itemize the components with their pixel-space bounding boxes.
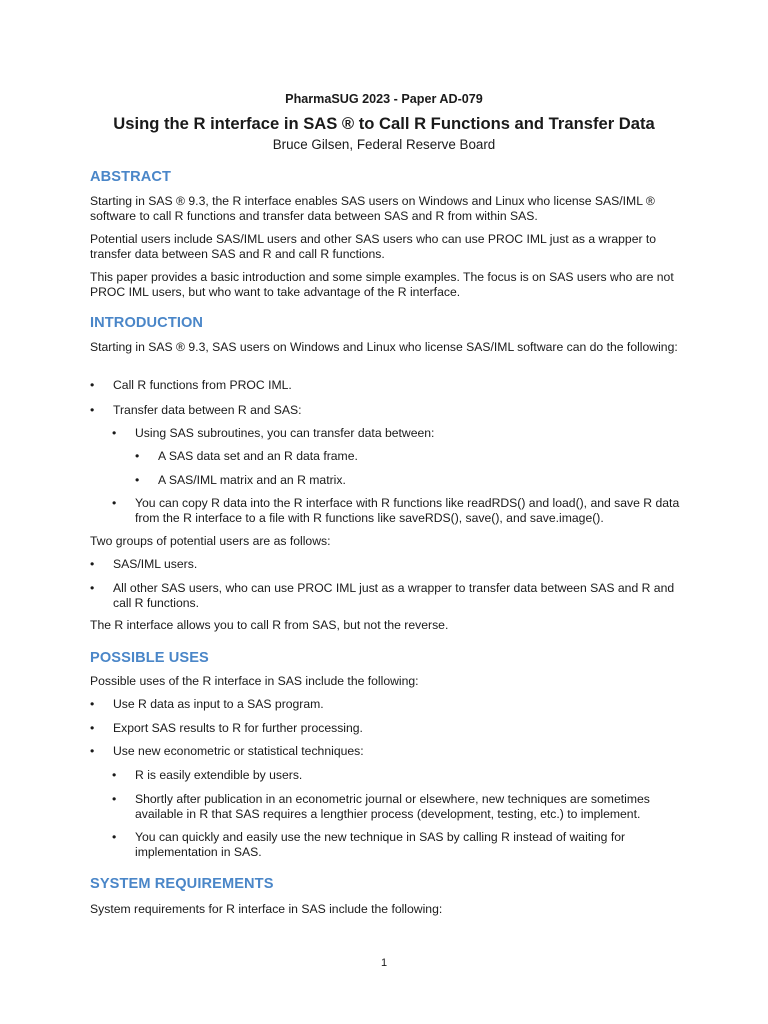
page-number: 1 [380, 957, 388, 969]
bullet-icon: • [90, 581, 95, 595]
abstract-heading: ABSTRACT [90, 169, 172, 185]
bullet-icon: • [90, 721, 95, 735]
paper-title: Using the R interface in SAS ® to Call R Functions and Transfer Data [113, 114, 655, 133]
abstract-paragraph: Starting in SAS ® 9.3, the R interface enables SAS users on Windows and Linux who license SAS/IML ® software to call R functions and transfer data between SAS and R from within SAS. [90, 194, 655, 223]
list-item-text: Use R data as input to a SAS program. [113, 697, 324, 711]
abstract-paragraph: This paper provides a basic introduction and some simple examples. The focus is on SAS users who are not PROC IML users, but who want to take advantage of the R interface. [90, 270, 674, 299]
introduction-heading: INTRODUCTION [90, 315, 204, 331]
possible-uses-heading: POSSIBLE USES [90, 650, 209, 666]
bullet-icon: • [135, 473, 140, 487]
system-requirements-paragraph: System requirements for R interface in SAS include the following: [90, 902, 443, 916]
bullet-icon: • [90, 557, 95, 571]
introduction-paragraph: Two groups of potential users are as follows: [90, 534, 331, 548]
introduction-paragraph: Starting in SAS ® 9.3, SAS users on Windows and Linux who license SAS/IML software can do the following: [90, 340, 678, 354]
author-line: Bruce Gilsen, Federal Reserve Board [272, 137, 496, 152]
bullet-icon: • [90, 378, 95, 392]
bullet-icon: • [112, 830, 117, 844]
abstract-paragraph: Potential users include SAS/IML users and other SAS users who can use PROC IML just as a wrapper to transfer data between SAS and R and call R functions. [90, 232, 657, 261]
bullet-icon: • [112, 426, 117, 440]
list-item-text: SAS/IML users. [113, 557, 198, 571]
list-item-text: A SAS data set and an R data frame. [158, 449, 358, 463]
introduction-paragraph: The R interface allows you to call R from SAS, but not the reverse. [90, 618, 449, 632]
bullet-icon: • [135, 449, 140, 463]
list-item-text: Export SAS results to R for further processing. [113, 721, 363, 735]
list-item-text: Using SAS subroutines, you can transfer data between: [135, 426, 435, 440]
conference-line: PharmaSUG 2023 - Paper AD-079 [285, 92, 483, 106]
list-item-text: Shortly after publication in an econometric journal or elsewhere, new techniques are sometimes available in R that SAS requires a lengthier process (development, testing, etc.) to implement. [135, 792, 650, 821]
list-item-text: Call R functions from PROC IML. [113, 378, 292, 392]
list-item-text: All other SAS users, who can use PROC IML just as a wrapper to transfer data between SAS and R and call R functions. [113, 581, 675, 610]
bullet-icon: • [90, 744, 95, 758]
bullet-icon: • [112, 792, 117, 806]
bullet-icon: • [90, 697, 95, 711]
possible-uses-paragraph: Possible uses of the R interface in SAS include the following: [90, 674, 419, 688]
list-item-text: A SAS/IML matrix and an R matrix. [158, 473, 346, 487]
bullet-icon: • [90, 403, 95, 417]
list-item-text: You can copy R data into the R interface with R functions like readRDS() and load(), and save R data from the R interface to a file with R functions like saveRDS(), save(), and save.image(). [135, 496, 680, 525]
list-item-text: Transfer data between R and SAS: [113, 403, 302, 417]
list-item-text: You can quickly and easily use the new technique in SAS by calling R instead of waiting for implementation in SAS. [135, 830, 626, 859]
bullet-icon: • [112, 496, 117, 510]
bullet-icon: • [112, 768, 117, 782]
list-item-text: Use new econometric or statistical techniques: [113, 744, 364, 758]
list-item-text: R is easily extendible by users. [135, 768, 303, 782]
system-requirements-heading: SYSTEM REQUIREMENTS [90, 876, 274, 892]
